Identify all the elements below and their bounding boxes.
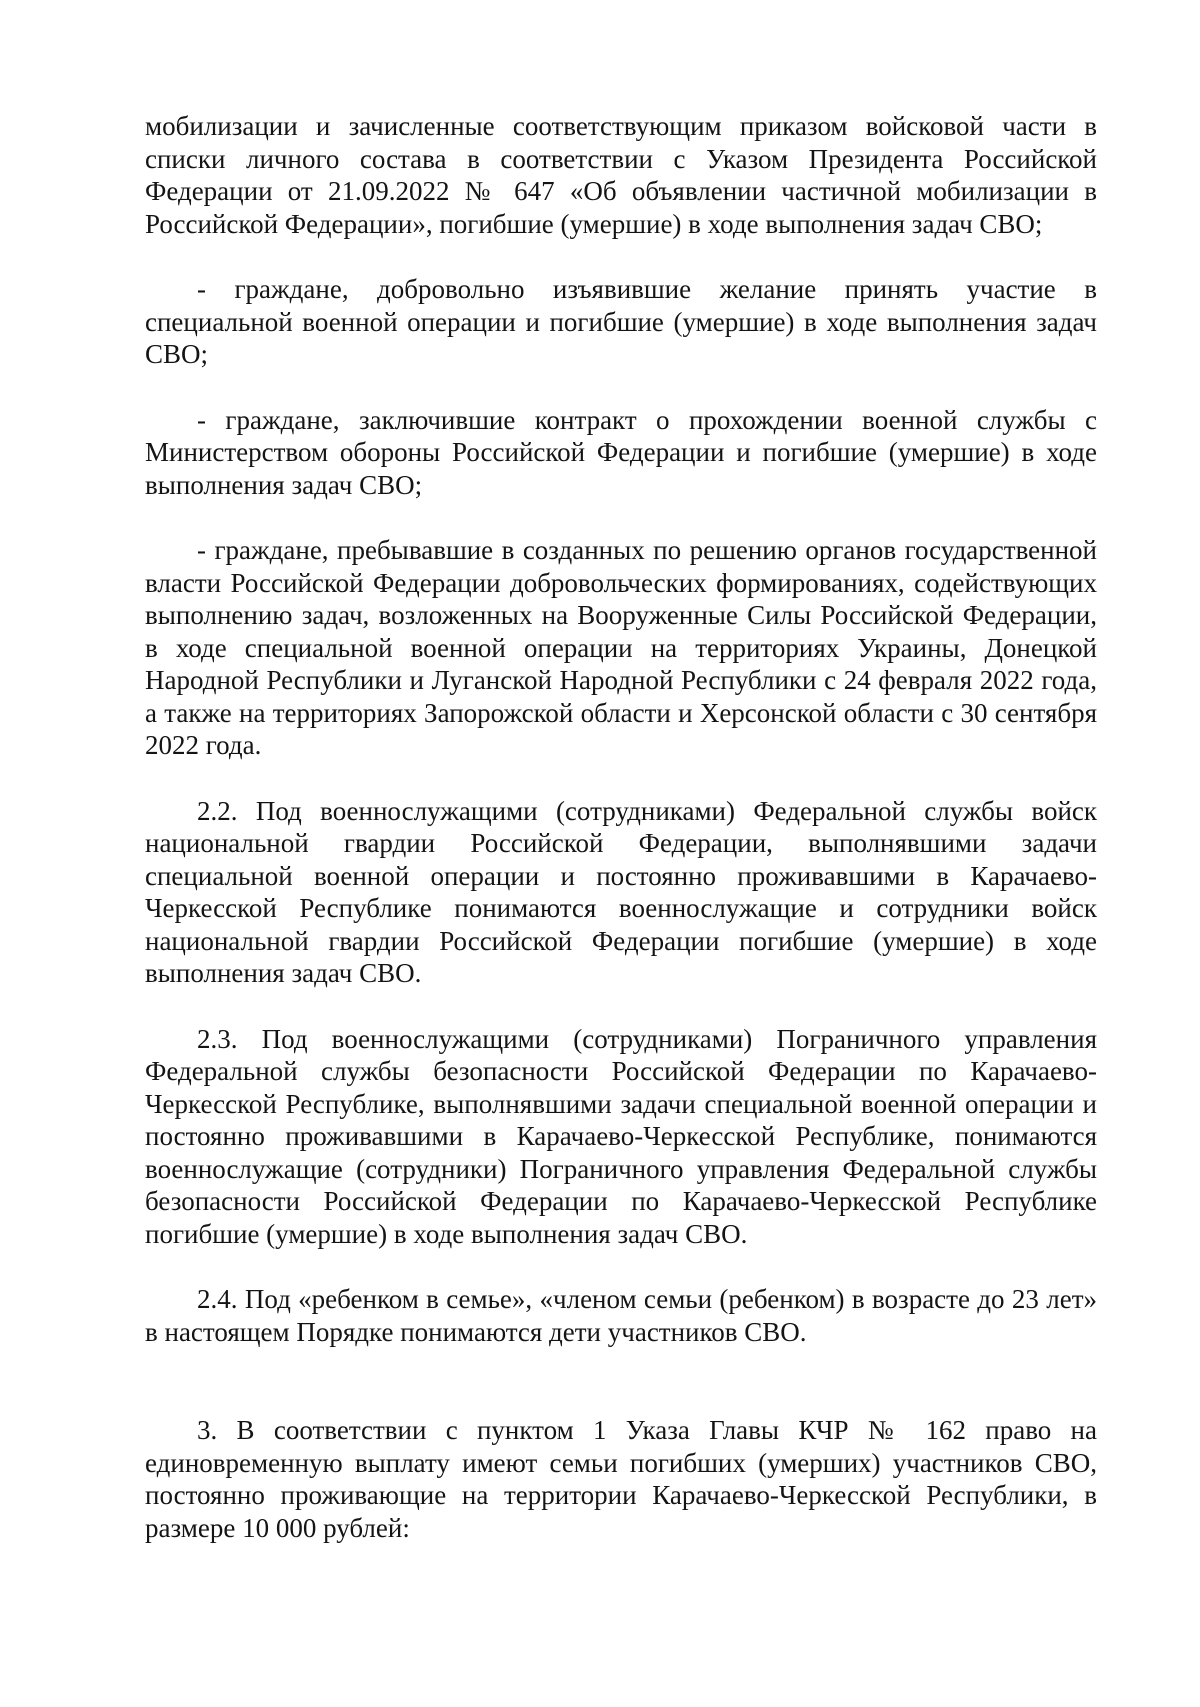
document-body (145, 110, 1097, 1544)
paragraph-volunteer-formations: - граждане, пребывавшие в созданных по решению органов государственной власти Российской Федерации добровольческих формированиях, содействующих выполнению задач, возложенных на Вооруженные Силы Российской Федерации, в ходе специальной военной операции на территориях Украины, Донецкой Народной Республики и Луганской Народной Республики с 24 февраля 2022 года, а также на территориях Запорожской области и Херсонской области с 30 сентября 2022 года. (145, 535, 1097, 760)
paragraph-contract-servicemen: - граждане, заключившие контракт о прохождении военной службы с Министерством обороны Российской Федерации и погибшие (умершие) в ходе выполнения задач СВО; (145, 404, 1097, 500)
paragraph-2-3-border-service: 2.3. Под военнослужащими (сотрудниками) Пограничного управления Федеральной службы безопасности Российской Федерации по Карачаево-Черкесской Республике, выполнявшими задачи специальной военной операции и постоянно проживавшими в Карачаево-Черкесской Республике, понимаются военнослужащие (сотрудники) Пограничного управления Федеральной службы безопасности Российской Федерации по Карачаево-Черкесской Республике погибшие (умершие) в ходе выполнения задач СВО. (145, 1023, 1097, 1249)
paragraph-volunteers: - граждане, добровольно изъявившие желание принять участие в специальной военной операции и погибшие (умершие) в ходе выполнения задач СВО; (145, 274, 1097, 369)
paragraph-2-2-national-guard: 2.2. Под военнослужащими (сотрудниками) Федеральной службы войск национальной гвардии Российской Федерации, выполнявшими задачи специальной военной операции и постоянно проживавшими в Карачаево-Черкесской Республике понимаются военнослужащие и сотрудники войск национальной гвардии Российской Федерации погибшие (умершие) в ходе выполнения задач СВО. (145, 795, 1097, 988)
paragraph-mobilization-continued: мобилизации и зачисленные соответствующим приказом войсковой части в списки личного состава в соответствии с Указом Президента Российской Федерации от 21.09.2022 № 647 «Об объявлении частичной мобилизации в Российской Федерации», погибшие (умершие) в ходе выполнения задач СВО; (145, 111, 1097, 239)
paragraph-3-payment-right: 3. В соответствии с пунктом 1 Указа Главы КЧР № 162 право на единовременную выплату имеют семьи погибших (умерших) участников СВО, постоянно проживающие на территории Карачаево-Черкесской Республики, в размере 10 000 рублей: (145, 1415, 1097, 1543)
paragraph-2-4-child-definition: 2.4. Под «ребенком в семье», «членом семьи (ребенком) в возрасте до 23 лет» в настоящем Порядке понимаются дети участников СВО. (145, 1284, 1097, 1347)
